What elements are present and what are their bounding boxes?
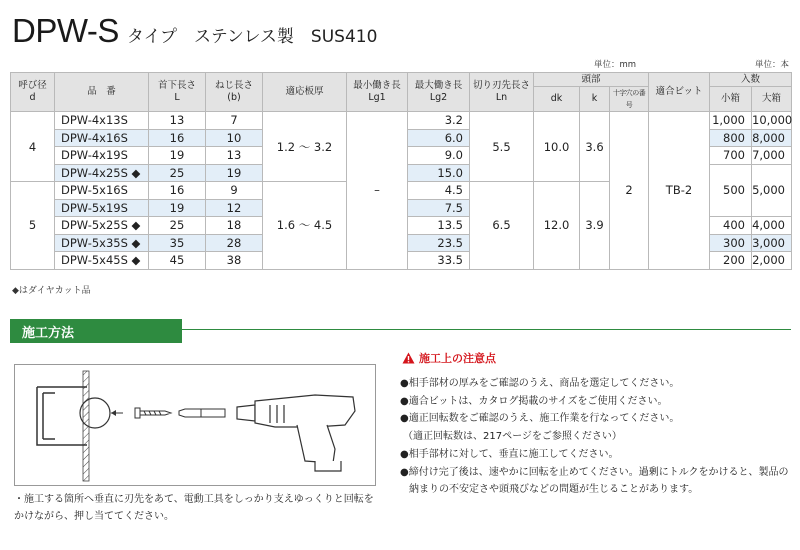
cell-lg2: 13.5: [408, 217, 470, 235]
diamond-cut-note: ◆はダイヤカット品: [12, 286, 91, 296]
caution-item: ●適合ビットは、カタログ掲載のサイズをご使用ください。: [400, 395, 668, 407]
cell-lg2: 4.5: [408, 182, 470, 200]
header-model: 品 番: [55, 73, 149, 112]
cell-small-box: 700: [710, 147, 752, 165]
cell-length: 35: [149, 234, 206, 252]
cell-model: DPW-4x16S: [55, 129, 149, 147]
header-lg2: 最大働き長 Lg2: [408, 73, 470, 112]
caution-item: ●適正回転数をご確認のうえ、施工作業を行なってください。: [400, 413, 680, 425]
header-thread-length: ねじ長さ (b): [206, 73, 263, 112]
cell-large-box: 3,000: [752, 234, 792, 252]
cell-plate-thickness: 1.2 ～ 3.2: [263, 112, 347, 182]
caution-item: ●締付け完了後は、速やかに回転を止めてください。過剰にトルクをかけると、製品の: [400, 466, 789, 478]
cell-length: 19: [149, 199, 206, 217]
cell-recess-no: 2: [610, 112, 649, 270]
cell-bit: TB-2: [649, 112, 710, 270]
spec-table: [10, 72, 792, 270]
cell-large-box: 10,000: [752, 113, 793, 128]
header-large-box: 大箱: [752, 87, 792, 112]
cell-small-box: 300: [710, 234, 752, 252]
cell-lg2: 6.0: [408, 129, 470, 147]
cell-model: DPW-5x16S: [55, 182, 149, 200]
header-lg1: 最小働き長 Lg1: [347, 73, 408, 112]
cell-large-box: 7,000: [752, 147, 792, 165]
section-title: 施工方法: [10, 319, 182, 343]
cell-length: 25: [149, 217, 206, 235]
cell-small-box: 400: [710, 217, 752, 235]
cell-length: 45: [149, 252, 206, 270]
header-bit: 適合ビット: [649, 73, 710, 112]
caution-list: [400, 375, 795, 499]
cell-d: 5: [11, 182, 55, 270]
cell-d: 4: [11, 112, 55, 182]
cell-length: 16: [149, 129, 206, 147]
cell-small-box: 1,000: [710, 112, 752, 130]
caption-line: かけながら、押し当ててください。: [14, 511, 174, 522]
cell-ln: 6.5: [470, 182, 534, 270]
count-unit-label: 単位：本: [755, 60, 790, 70]
warning-icon: [402, 352, 415, 364]
cell-thread-length: 38: [206, 252, 263, 270]
cell-thread-length: 28: [206, 234, 263, 252]
header-dk: dk: [534, 87, 580, 112]
cell-lg2: 23.5: [408, 234, 470, 252]
caution-item: （適正回転数は、217ページをご参照ください）: [403, 431, 622, 443]
cell-small-box: 800: [710, 129, 752, 147]
cell-large-box: 4,000: [752, 217, 792, 235]
cell-large-box: 5,000: [752, 164, 792, 217]
cell-dk: 12.0: [534, 182, 580, 270]
cell-lg2: 3.2: [408, 112, 470, 130]
cell-dk: 10.0: [534, 112, 580, 182]
installation-caption: [14, 491, 384, 525]
cell-small-box: 200: [710, 252, 752, 270]
cell-model: DPW-4x25S ◆: [55, 164, 149, 182]
cell-k: 3.6: [580, 112, 610, 182]
cell-length: 25: [149, 164, 206, 182]
cell-lg2: 9.0: [408, 147, 470, 165]
cell-small-box: 500: [710, 164, 752, 217]
cell-length: 19: [149, 147, 206, 165]
table-row: [11, 112, 792, 130]
installation-illustration: [14, 364, 376, 486]
caution-heading: [402, 350, 496, 366]
header-k: k: [580, 87, 610, 112]
cell-model: DPW-5x35S ◆: [55, 234, 149, 252]
cell-large-box: 2,000: [752, 252, 792, 270]
header-head: 頭部: [534, 73, 649, 87]
header-length: 首下長さ L: [149, 73, 206, 112]
cell-large-box: 8,000: [752, 129, 792, 147]
header-small-box: 小箱: [710, 87, 752, 112]
cell-lg2: 7.5: [408, 199, 470, 217]
product-title: [12, 12, 377, 52]
product-subtitle: タイプ ステンレス製 SUS410: [126, 27, 378, 47]
cell-lg2: 33.5: [408, 252, 470, 270]
cell-thread-length: 19: [206, 164, 263, 182]
product-model: DPW-S: [12, 12, 119, 49]
cell-lg2: 15.0: [408, 164, 470, 182]
caution-item: 納まりの不安定さや頭飛びなどの問題が生じることがあります。: [409, 484, 699, 496]
cell-thread-length: 13: [206, 147, 263, 165]
cell-thread-length: 12: [206, 199, 263, 217]
caution-title: 施工上の注意点: [419, 352, 496, 365]
caution-item: ●相手部材に対して、垂直に施工してください。: [400, 448, 619, 460]
cell-model: DPW-5x45S ◆: [55, 252, 149, 270]
cell-thread-length: 9: [206, 182, 263, 200]
header-d: 呼び径 d: [11, 73, 55, 112]
cell-length: 16: [149, 182, 206, 200]
cell-k: 3.9: [580, 182, 610, 270]
cell-thread-length: 18: [206, 217, 263, 235]
caution-item: ●相手部材の厚みをご確認のうえ、商品を選定してください。: [400, 378, 680, 389]
cell-length: 13: [149, 112, 206, 130]
header-plate-thickness: 適応板厚: [263, 73, 347, 112]
table-unit-label: 単位：mm: [594, 60, 637, 70]
cell-thread-length: 7: [206, 112, 263, 130]
header-count: 入数: [710, 73, 792, 87]
caption-line: ・施工する箇所へ垂直に刃先をあて、電動工具をしっかり支えゆっくりと回転を: [14, 494, 374, 505]
header-ln: 切り刃先長さ Ln: [470, 73, 534, 112]
cell-thread-length: 10: [206, 129, 263, 147]
cell-model: DPW-4x13S: [55, 112, 149, 130]
header-recess-no: 十字穴の番号: [610, 87, 649, 112]
cell-ln: 5.5: [470, 112, 534, 182]
cell-model: DPW-5x25S ◆: [55, 217, 149, 235]
cell-lg1: –: [347, 112, 408, 270]
cell-model: DPW-4x19S: [55, 147, 149, 165]
cell-plate-thickness: 1.6 ～ 4.5: [263, 182, 347, 270]
cell-model: DPW-5x19S: [55, 199, 149, 217]
